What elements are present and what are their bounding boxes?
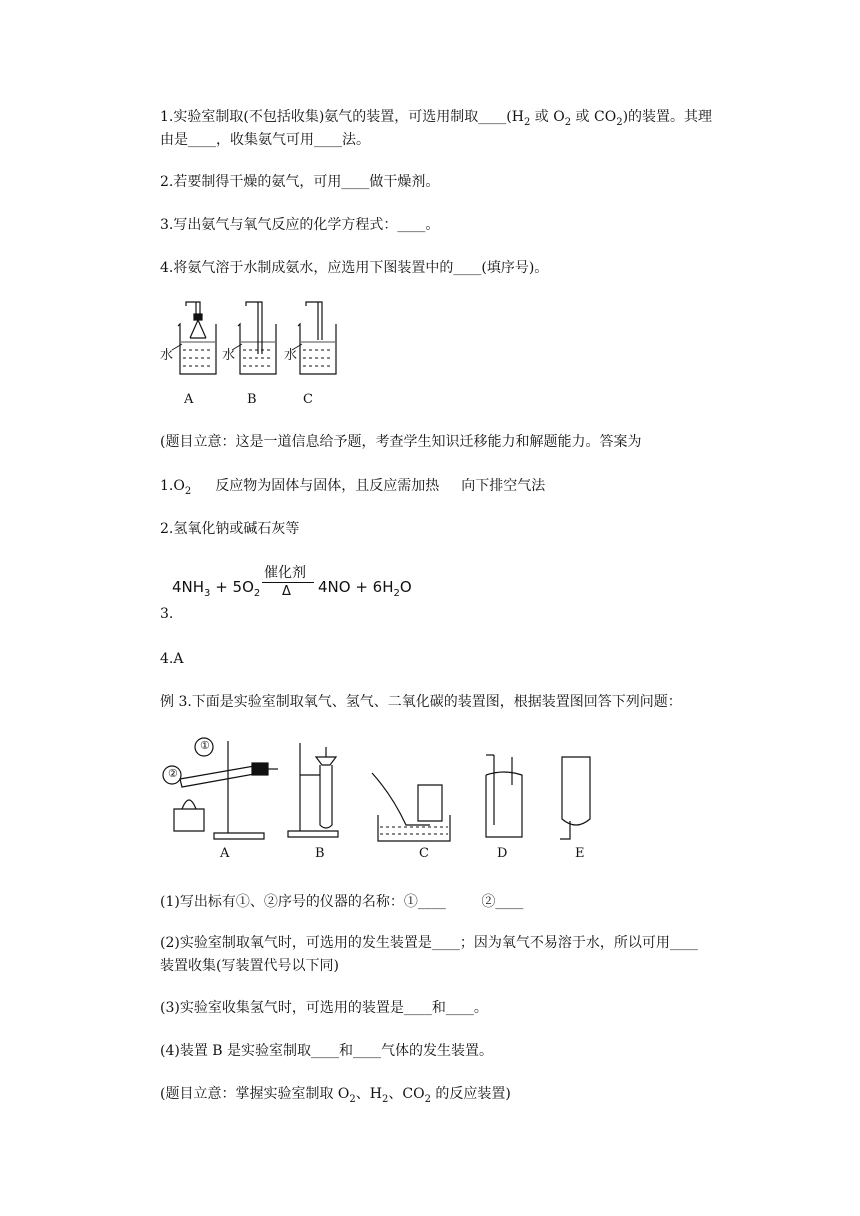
sub-question-1: (1)写出标有①、②序号的仪器的名称：①____ ②____ (160, 894, 524, 910)
apparatus-label-c: C (419, 846, 429, 861)
beakers-illustration (160, 298, 340, 383)
analysis-line: (题目立意：这是一道信息给予题，考查学生知识迁移能力和解题能力。答案为 (160, 434, 642, 450)
question-4: 4.将氨气溶于水制成氨水，应选用下图装置中的____(填序号)。 (160, 260, 549, 276)
figure-label-a: A (184, 392, 194, 407)
apparatus-label-b: B (315, 846, 325, 861)
apparatus-label-d: D (497, 846, 508, 861)
figure-label-b: B (247, 392, 257, 407)
figure-beakers (160, 298, 340, 413)
water-label-c: 水 (284, 348, 298, 363)
equation-lhs: $4NH_3 + 5O_2$ (172, 578, 261, 599)
question-1: 1.实验室制取(不包括收集)氨气的装置，可选用制取$\_\_\_\_(H_2$ 或 $O_2$ 或 $CO_2$)的装置。其理 (160, 109, 713, 128)
equation-heat: Δ (282, 584, 291, 599)
apparatus-illustration (160, 735, 610, 850)
water-label-b: 水 (222, 348, 236, 363)
answer-3-number: 3. (160, 606, 174, 622)
answer-4: 4.A (160, 651, 184, 667)
question-3: 3.写出氨气与氧气反应的化学方程式：____。 (160, 217, 440, 233)
marker-1: ① (200, 739, 210, 752)
apparatus-label-e: E (575, 846, 585, 861)
purpose-line: (题目立意：掌握实验室制取 $O_2$、$H_2$、$CO_2$ 的反应装置) (160, 1086, 511, 1105)
apparatus-label-a: A (220, 846, 230, 861)
figure-apparatus (160, 735, 610, 865)
example-3: 例 3.下面是实验室制取氧气、氢气、二氧化碳的装置图，根据装置图回答下列问题： (160, 694, 682, 710)
question-1-cont: 由是____，收集氨气可用____法。 (160, 132, 370, 148)
marker-2: ② (168, 767, 178, 780)
answer-2: 2.氢氧化钠或碱石灰等 (160, 521, 300, 537)
sub-question-4: (4)装置 B 是实验室制取____和____气体的发生装置。 (160, 1043, 494, 1059)
equation-bar (262, 582, 314, 583)
sub-question-3: (3)实验室收集氢气时，可选用的装置是____和____。 (160, 1000, 488, 1016)
question-2: 2.若要制得干燥的氨气，可用____做干燥剂。 (160, 174, 440, 190)
equation-rhs: $4NO + 6H_2O$ (318, 578, 412, 599)
answer-1: $1.O_2$ 反应物为固体与固体，且反应需加热 向下排空气法 (160, 478, 546, 497)
water-label-a: 水 (160, 348, 174, 363)
figure-label-c: C (303, 392, 313, 407)
equation-catalyst: 催化剂 (264, 565, 306, 581)
sub-question-2-cont: 装置收集(写装置代号以下同) (160, 958, 339, 974)
sub-question-2: (2)实验室制取氧气时，可选用的发生装置是____；因为氧气不易溶于水，所以可用____ (160, 935, 698, 951)
